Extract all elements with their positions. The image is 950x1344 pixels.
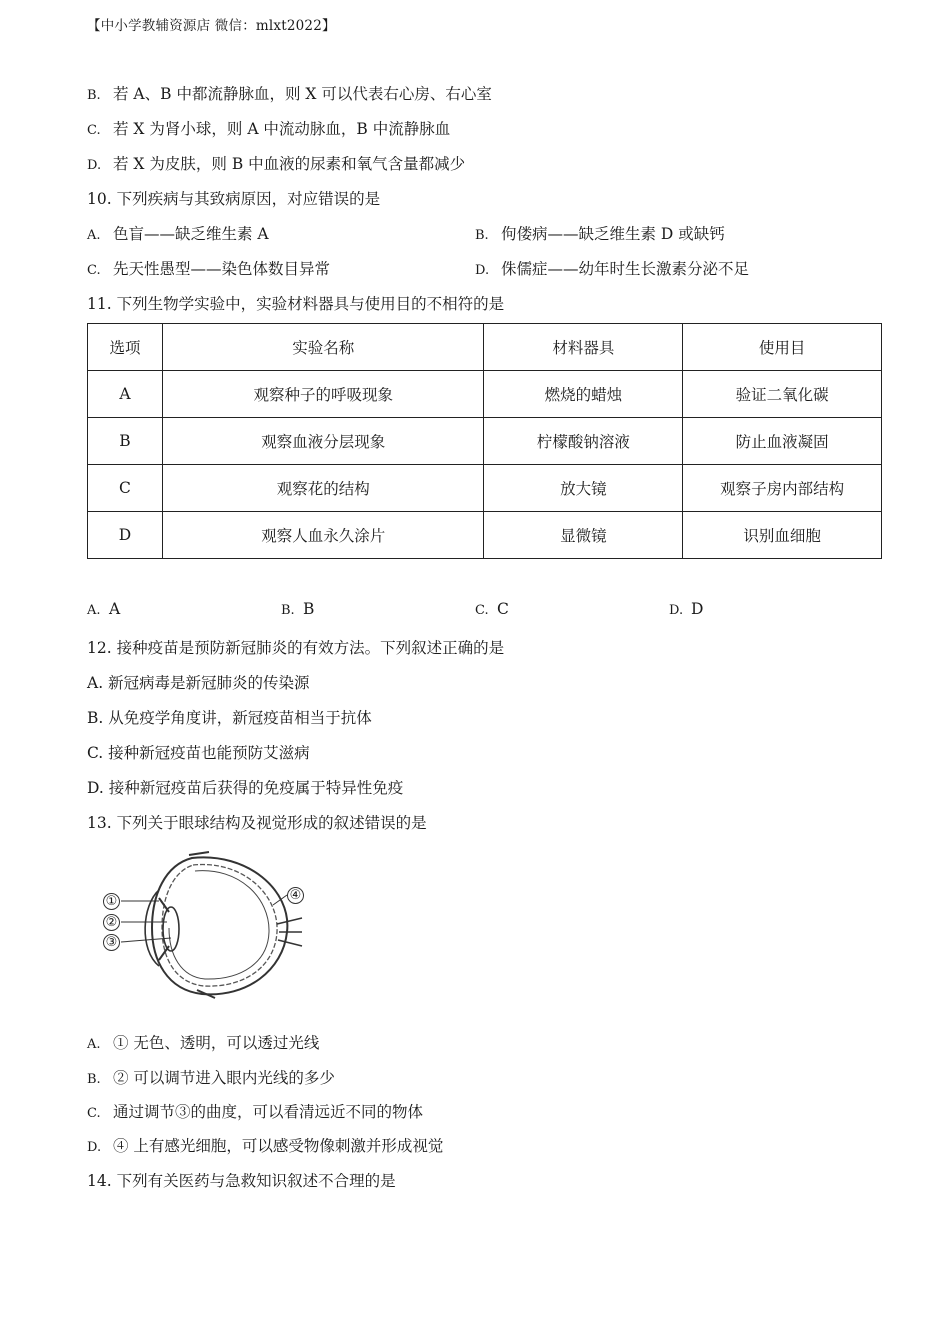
page-header: 【中小学教辅资源店 微信：mlxt2022】 xyxy=(87,18,336,34)
eyeball-figure xyxy=(97,850,307,1000)
option-letter: B. xyxy=(475,228,489,243)
q13-option-a xyxy=(87,1031,319,1053)
q11-option-a xyxy=(87,600,120,618)
table-row xyxy=(88,418,882,465)
option-text: 若 A、B 中都流静脉血，则 X 可以代表右心房、右心室 xyxy=(113,85,492,103)
option-letter: C. xyxy=(87,123,101,138)
option-text: ① 无色、透明，可以透过光线 xyxy=(113,1034,320,1052)
table-cell: B xyxy=(88,418,163,465)
option-text: 通过调节③的曲度，可以看清远近不同的物体 xyxy=(113,1103,424,1121)
q10-option-d xyxy=(475,257,749,279)
option-letter: C. xyxy=(475,603,489,618)
option-letter: A. xyxy=(87,1037,101,1052)
option-text: B xyxy=(303,600,315,618)
q12-stem: 12. 接种疫苗是预防新冠肺炎的有效方法。下列叙述正确的是 xyxy=(87,639,505,657)
q11-option-c xyxy=(475,600,509,618)
q9-option-c xyxy=(87,117,450,139)
table-header-cell: 实验名称 xyxy=(162,324,484,371)
q11-option-d xyxy=(669,600,703,618)
table-cell: 观察花的结构 xyxy=(162,465,484,512)
option-text: ④ 上有感光细胞，可以感受物像刺激并形成视觉 xyxy=(113,1137,444,1155)
table-cell: 柠檬酸钠溶液 xyxy=(484,418,683,465)
option-text: 若 X 为肾小球，则 A 中流动脉血，B 中流静脉血 xyxy=(113,120,451,138)
table-cell: 观察种子的呼吸现象 xyxy=(162,371,484,418)
q12-option-b: B. 从免疫学角度讲，新冠疫苗相当于抗体 xyxy=(87,709,372,727)
q13-option-b xyxy=(87,1066,335,1088)
q11-stem: 11. 下列生物学实验中，实验材料器具与使用目的不相符的是 xyxy=(87,295,505,313)
option-letter: A. xyxy=(87,228,101,243)
q10-option-c xyxy=(87,257,330,279)
table-cell: 显微镜 xyxy=(484,512,683,559)
q11-option-b xyxy=(281,600,314,618)
optic-nerve xyxy=(277,918,302,946)
table-header-cell: 材料器具 xyxy=(484,324,683,371)
q10-option-b xyxy=(475,222,725,244)
sclera-outline xyxy=(152,857,287,994)
q13-stem: 13. 下列关于眼球结构及视觉形成的叙述错误的是 xyxy=(87,814,427,832)
q10-option-a xyxy=(87,222,269,244)
experiment-table xyxy=(87,323,882,559)
table-header-row xyxy=(88,324,882,371)
option-letter: D. xyxy=(87,158,102,173)
table-cell: 防止血液凝固 xyxy=(683,418,882,465)
table-cell: 观察人血永久涂片 xyxy=(162,512,484,559)
option-text: 佝偻病——缺乏维生素 D 或缺钙 xyxy=(501,225,725,243)
table-cell: 验证二氧化碳 xyxy=(683,371,882,418)
figure-label-3: ③ xyxy=(103,934,120,951)
q12-option-a: A. 新冠病毒是新冠肺炎的传染源 xyxy=(87,674,310,692)
option-text: 色盲——缺乏维生素 A xyxy=(113,225,269,243)
option-letter: B. xyxy=(87,1072,101,1087)
q12-option-d: D. 接种新冠疫苗后获得的免疫属于特异性免疫 xyxy=(87,779,404,797)
q9-option-d xyxy=(87,152,465,174)
option-letter: B. xyxy=(87,88,101,103)
table-cell: D xyxy=(88,512,163,559)
q13-option-d xyxy=(87,1134,443,1156)
option-text: 侏儒症——幼年时生长激素分泌不足 xyxy=(501,260,750,278)
option-text: 若 X 为皮肤，则 B 中血液的尿素和氧气含量都减少 xyxy=(113,155,466,173)
table-cell: 观察子房内部结构 xyxy=(683,465,882,512)
table-cell: C xyxy=(88,465,163,512)
figure-label-2: ② xyxy=(103,914,120,931)
option-letter: A. xyxy=(87,603,101,618)
option-text: ② 可以调节进入眼内光线的多少 xyxy=(113,1069,335,1087)
table-row xyxy=(88,465,882,512)
retina-outline xyxy=(169,871,269,979)
option-text: C xyxy=(497,600,509,618)
figure-label-4: ④ xyxy=(287,887,304,904)
table-row xyxy=(88,371,882,418)
table-header-cell: 使用目 xyxy=(683,324,882,371)
option-letter: D. xyxy=(475,263,490,278)
option-letter: C. xyxy=(87,1106,101,1121)
q12-option-c: C. 接种新冠疫苗也能预防艾滋病 xyxy=(87,744,310,762)
option-text: A xyxy=(109,600,121,618)
option-letter: C. xyxy=(87,263,101,278)
q10-stem: 10. 下列疾病与其致病原因，对应错误的是 xyxy=(87,190,381,208)
option-letter: D. xyxy=(87,1140,102,1155)
figure-label-1: ① xyxy=(103,893,120,910)
table-cell: 燃烧的蜡烛 xyxy=(484,371,683,418)
table-cell: 识别血细胞 xyxy=(683,512,882,559)
table-cell: 观察血液分层现象 xyxy=(162,418,484,465)
table-cell: A xyxy=(88,371,163,418)
table-row xyxy=(88,512,882,559)
option-letter: D. xyxy=(669,603,684,618)
option-letter: B. xyxy=(281,603,295,618)
eyeball-diagram xyxy=(97,850,307,1000)
table-header-cell: 选项 xyxy=(88,324,163,371)
option-text: 先天性愚型——染色体数目异常 xyxy=(113,260,331,278)
q14-stem: 14. 下列有关医药与急救知识叙述不合理的是 xyxy=(87,1172,396,1190)
table-cell: 放大镜 xyxy=(484,465,683,512)
q9-option-b xyxy=(87,82,492,104)
q13-option-c xyxy=(87,1100,423,1122)
option-text: D xyxy=(691,600,704,618)
